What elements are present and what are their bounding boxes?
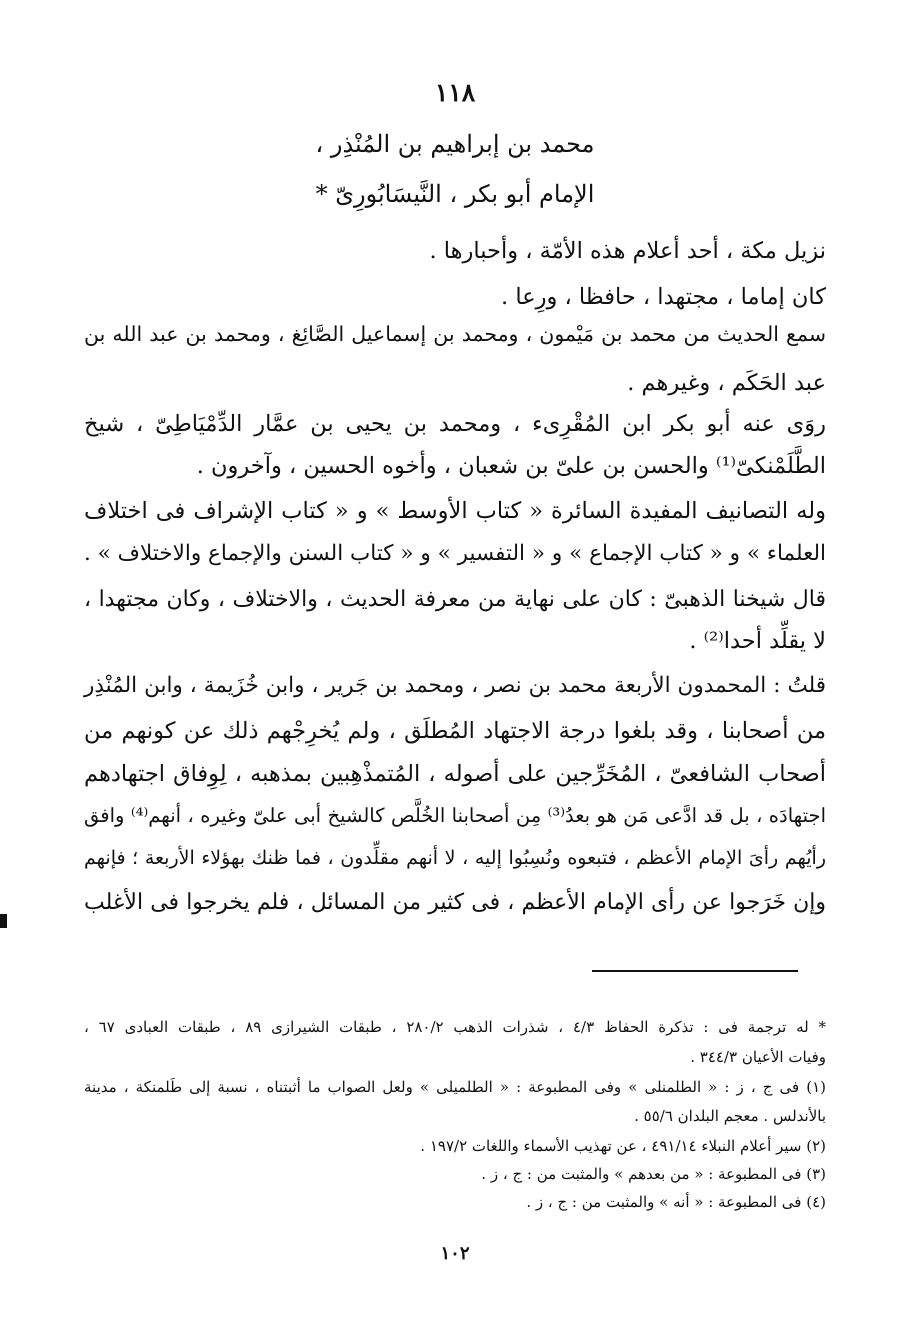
body-line-2: كان إماما ، مجتهدا ، حافظا ، ورِعا . xyxy=(501,284,826,310)
body-line-14: اجتهادَه ، بل قد ادَّعى مَن هو بعدُ⁽³⁾ مِن أصحابنا الخُلَّص كالشيخ أبى علىّ وغيره ، أنهم⁽⁴⁾ وافق xyxy=(84,804,826,827)
body-line-7: وله التصانيف المفيدة السائرة « كتاب الأوسط » و « كتاب الإشراف فى اختلاف xyxy=(84,498,826,524)
body-line-1: نزيل مكة ، أحد أعلام هذه الأمّة ، وأحبارها . xyxy=(429,238,826,264)
body-line-4: عبد الحَكَم ، وغيرهم . xyxy=(627,370,826,396)
footnote-separator xyxy=(592,970,798,972)
body-line-12: من أصحابنا ، وقد بلغوا درجة الاجتهاد المُطلَق ، ولم يُخرِجْهم ذلك عن كونهم من xyxy=(84,718,826,744)
footnote-line-4: بالأندلس . معجم البلدان ٥٥/٦ . xyxy=(634,1107,826,1125)
footnote-line-6: (٣) فى المطبوعة : « من بعدهم » والمثبت من : ج ، ز . xyxy=(481,1165,826,1183)
footnote-line-5: (٢) سير أعلام النبلاء ٤٩١/١٤ ، عن تهذيب الأسماء واللغات ١٩٧/٢ . xyxy=(420,1137,826,1155)
page-number-bottom: ١٠٢ xyxy=(440,1243,470,1264)
entry-title-line-2: الإمام أبو بكر ، النَّيسَابُورِىّ * xyxy=(315,180,595,208)
footnote-line-2: وفيات الأعيان ٣٤٤/٣ . xyxy=(690,1048,826,1066)
body-line-8: العلماء » و « كتاب الإجماع » و « التفسير » و « كتاب السنن والإجماع والاختلاف » . xyxy=(84,541,827,566)
page-number-top: ١١٨ xyxy=(434,78,476,107)
margin-mark xyxy=(0,914,7,928)
body-line-11: قلتُ : المحمدون الأربعة محمد بن نصر ، ومحمد بن جَرير ، وابن خُزَيمة ، وابن المُنْذِر xyxy=(84,673,826,698)
footnote-line-3: (١) فى ج ، ز : « الطلمنلى » وفى المطبوعة : « الطلميلى » ولعل الصواب ما أثبتناه ، نسبة إلى طَلمنكة ، مدينة xyxy=(84,1078,826,1096)
body-line-15: رأيُهم رأىَ الإمام الأعظم ، فتبعوه ونُسِبُوا إليه ، لا أنهم مقلِّدون ، فما ظنك بهؤلاء الأربعة ؛ فإنهم xyxy=(84,847,826,869)
entry-title-line-1: محمد بن إبراهيم بن المُنْذِر ، xyxy=(315,130,595,158)
footnote-line-1: * له ترجمة فى : تذكرة الحفاظ ٤/٣ ، شذرات الذهب ٢٨٠/٢ ، طبقات الشيرازى ٨٩ ، طبقات العبادى ٦٧ ، xyxy=(84,1018,827,1036)
body-line-6: الطَّلَمْنكىّ⁽¹⁾ والحسن بن علىّ بن شعبان ، وأخوه الحسين ، وآخرون . xyxy=(196,453,826,479)
body-line-3: سمع الحديث من محمد بن مَيْمون ، ومحمد بن إسماعيل الصَّائِغ ، ومحمد بن عبد الله بن xyxy=(84,322,826,346)
body-line-10: لا يقلِّد أحدا⁽²⁾ . xyxy=(689,628,826,654)
body-line-9: قال شيخنا الذهبىّ : كان على نهاية من معرفة الحديث ، والاختلاف ، وكان مجتهدا ، xyxy=(84,587,826,612)
body-line-13: أصحاب الشافعىّ ، المُخَرِّجين على أصوله ، المُتمذْهِبين بمذهبه ، لِوِفاق اجتهادهم xyxy=(84,761,826,787)
footnote-line-7: (٤) فى المطبوعة : « أنه » والمثبت من : ج ، ز . xyxy=(526,1193,826,1211)
body-line-16: وإن خَرَجوا عن رأى الإمام الأعظم ، فى كثير من المسائل ، فلم يخرجوا فى الأغلب xyxy=(84,890,826,915)
body-line-5: روَى عنه أبو بكر ابن المُقْرِىء ، ومحمد بن يحيى بن عمَّار الدِّمْيَاطِىّ ، شيخ xyxy=(84,411,826,437)
